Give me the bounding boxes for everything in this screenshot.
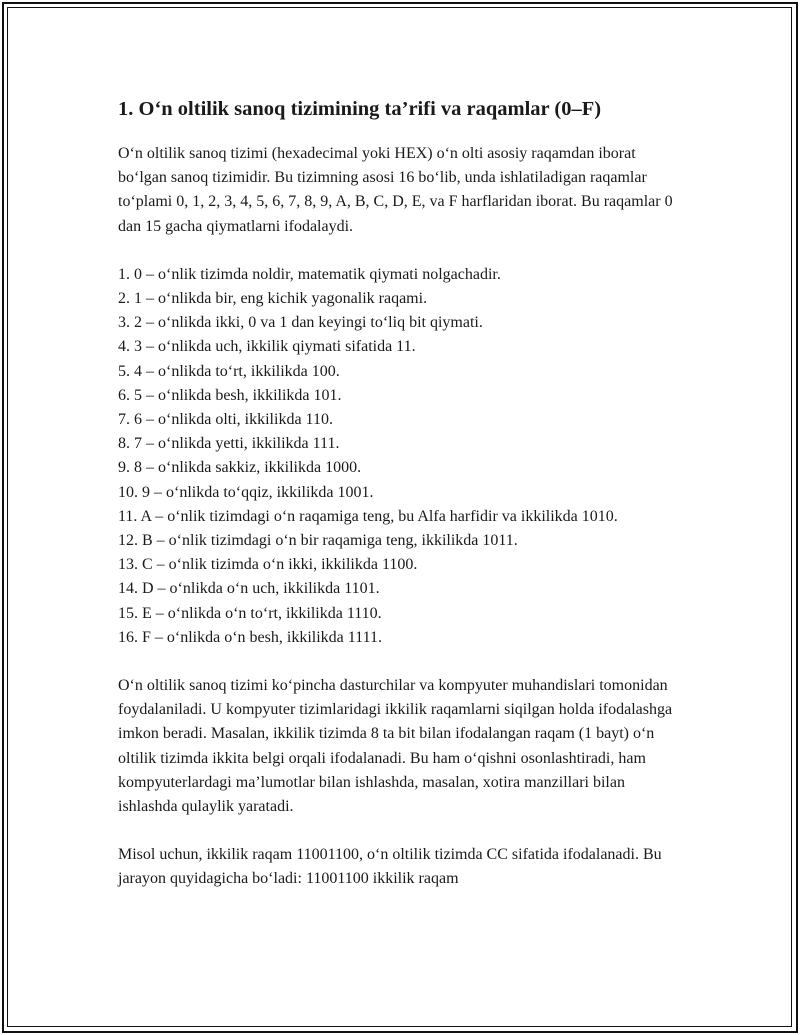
list-item: 4. 3 – o‘nlikda uch, ikkilik qiymati sifatida 11.	[118, 338, 416, 356]
list-item: 7. 6 – o‘nlikda olti, ikkilikda 110.	[118, 411, 333, 429]
list-item: 16. F – o‘nlikda o‘n besh, ikkilikda 1111.	[118, 628, 382, 646]
list-item: 2. 1 – o‘nlikda bir, eng kichik yagonalik raqami.	[118, 290, 428, 308]
list-item: 10. 9 – o‘nlikda to‘qqiz, ikkilikda 1001.	[118, 483, 374, 501]
section-heading: 1. O‘n oltilik sanoq tizimining ta’rifi va raqamlar (0–F)	[118, 98, 602, 120]
list-item: 5. 4 – o‘nlikda to‘rt, ikkilikda 100.	[118, 362, 340, 380]
document-body	[118, 96, 688, 916]
intro-paragraph: O‘n oltilik sanoq tizimi (hexadecimal yoki HEX) o‘n olti asosiy raqamdan iborat bo‘lgan sanoq tizimidir. Bu tizimning asosi 16 bo‘lib, unda ishlatiladigan raqamlar to‘plami 0, 1, 2, 3, 4, 5, 6, 7, 8, 9, A, B, C, D, E, va F harflaridan iborat. Bu raqamlar 0 dan 15 gacha qiymatlarni ifodalaydi.	[118, 145, 673, 235]
list-item: 3. 2 – o‘nlikda ikki, 0 va 1 dan keyingi to‘liq bit qiymati.	[118, 314, 483, 332]
usage-paragraph: O‘n oltilik sanoq tizimi ko‘pincha dasturchilar va kompyuter muhandislari tomonidan foydalaniladi. U kompyuter tizimlaridagi ikkilik raqamlarni siqilgan holda ifodalashga imkon beradi. Masalan, ikkilik tizimda 8 ta bit bilan ifodalangan raqam (1 bayt) o‘n oltilik tizimda ikkita belgi orqali ifodalanadi. Bu ham o‘qishni osonlashtiradi, ham kompyuterlardagi ma’lumotlar bilan ishlashda, masalan, xotira manzillari bilan ishlashda qulaylik yaratadi.	[118, 677, 673, 816]
list-item: 9. 8 – o‘nlikda sakkiz, ikkilikda 1000.	[118, 459, 362, 477]
list-item: 12. B – o‘nlik tizimdagi o‘n bir raqamiga teng, ikkilikda 1011.	[118, 532, 518, 550]
example-paragraph: Misol uchun, ikkilik raqam 11001100, o‘n oltilik tizimda CC sifatida ifodalanadi. Bu jarayon quyidagicha bo‘ladi: 11001100 ikkilik raqam	[118, 846, 662, 888]
list-item: 1. 0 – o‘nlik tizimda noldir, matematik qiymati nolgachadir.	[118, 265, 501, 283]
list-item: 14. D – o‘nlikda o‘n uch, ikkilikda 1101.	[118, 580, 380, 598]
list-item: 11. A – o‘nlik tizimdagi o‘n raqamiga teng, bu Alfa harfidir va ikkilikda 1010.	[118, 507, 618, 525]
list-item: 13. C – o‘nlik tizimda o‘n ikki, ikkilikda 1100.	[118, 556, 418, 574]
list-item: 8. 7 – o‘nlikda yetti, ikkilikda 111.	[118, 435, 340, 453]
list-item: 6. 5 – o‘nlikda besh, ikkilikda 101.	[118, 386, 342, 404]
hex-digit-list	[118, 263, 688, 650]
list-item: 15. E – o‘nlikda o‘n to‘rt, ikkilikda 1110.	[118, 604, 382, 622]
